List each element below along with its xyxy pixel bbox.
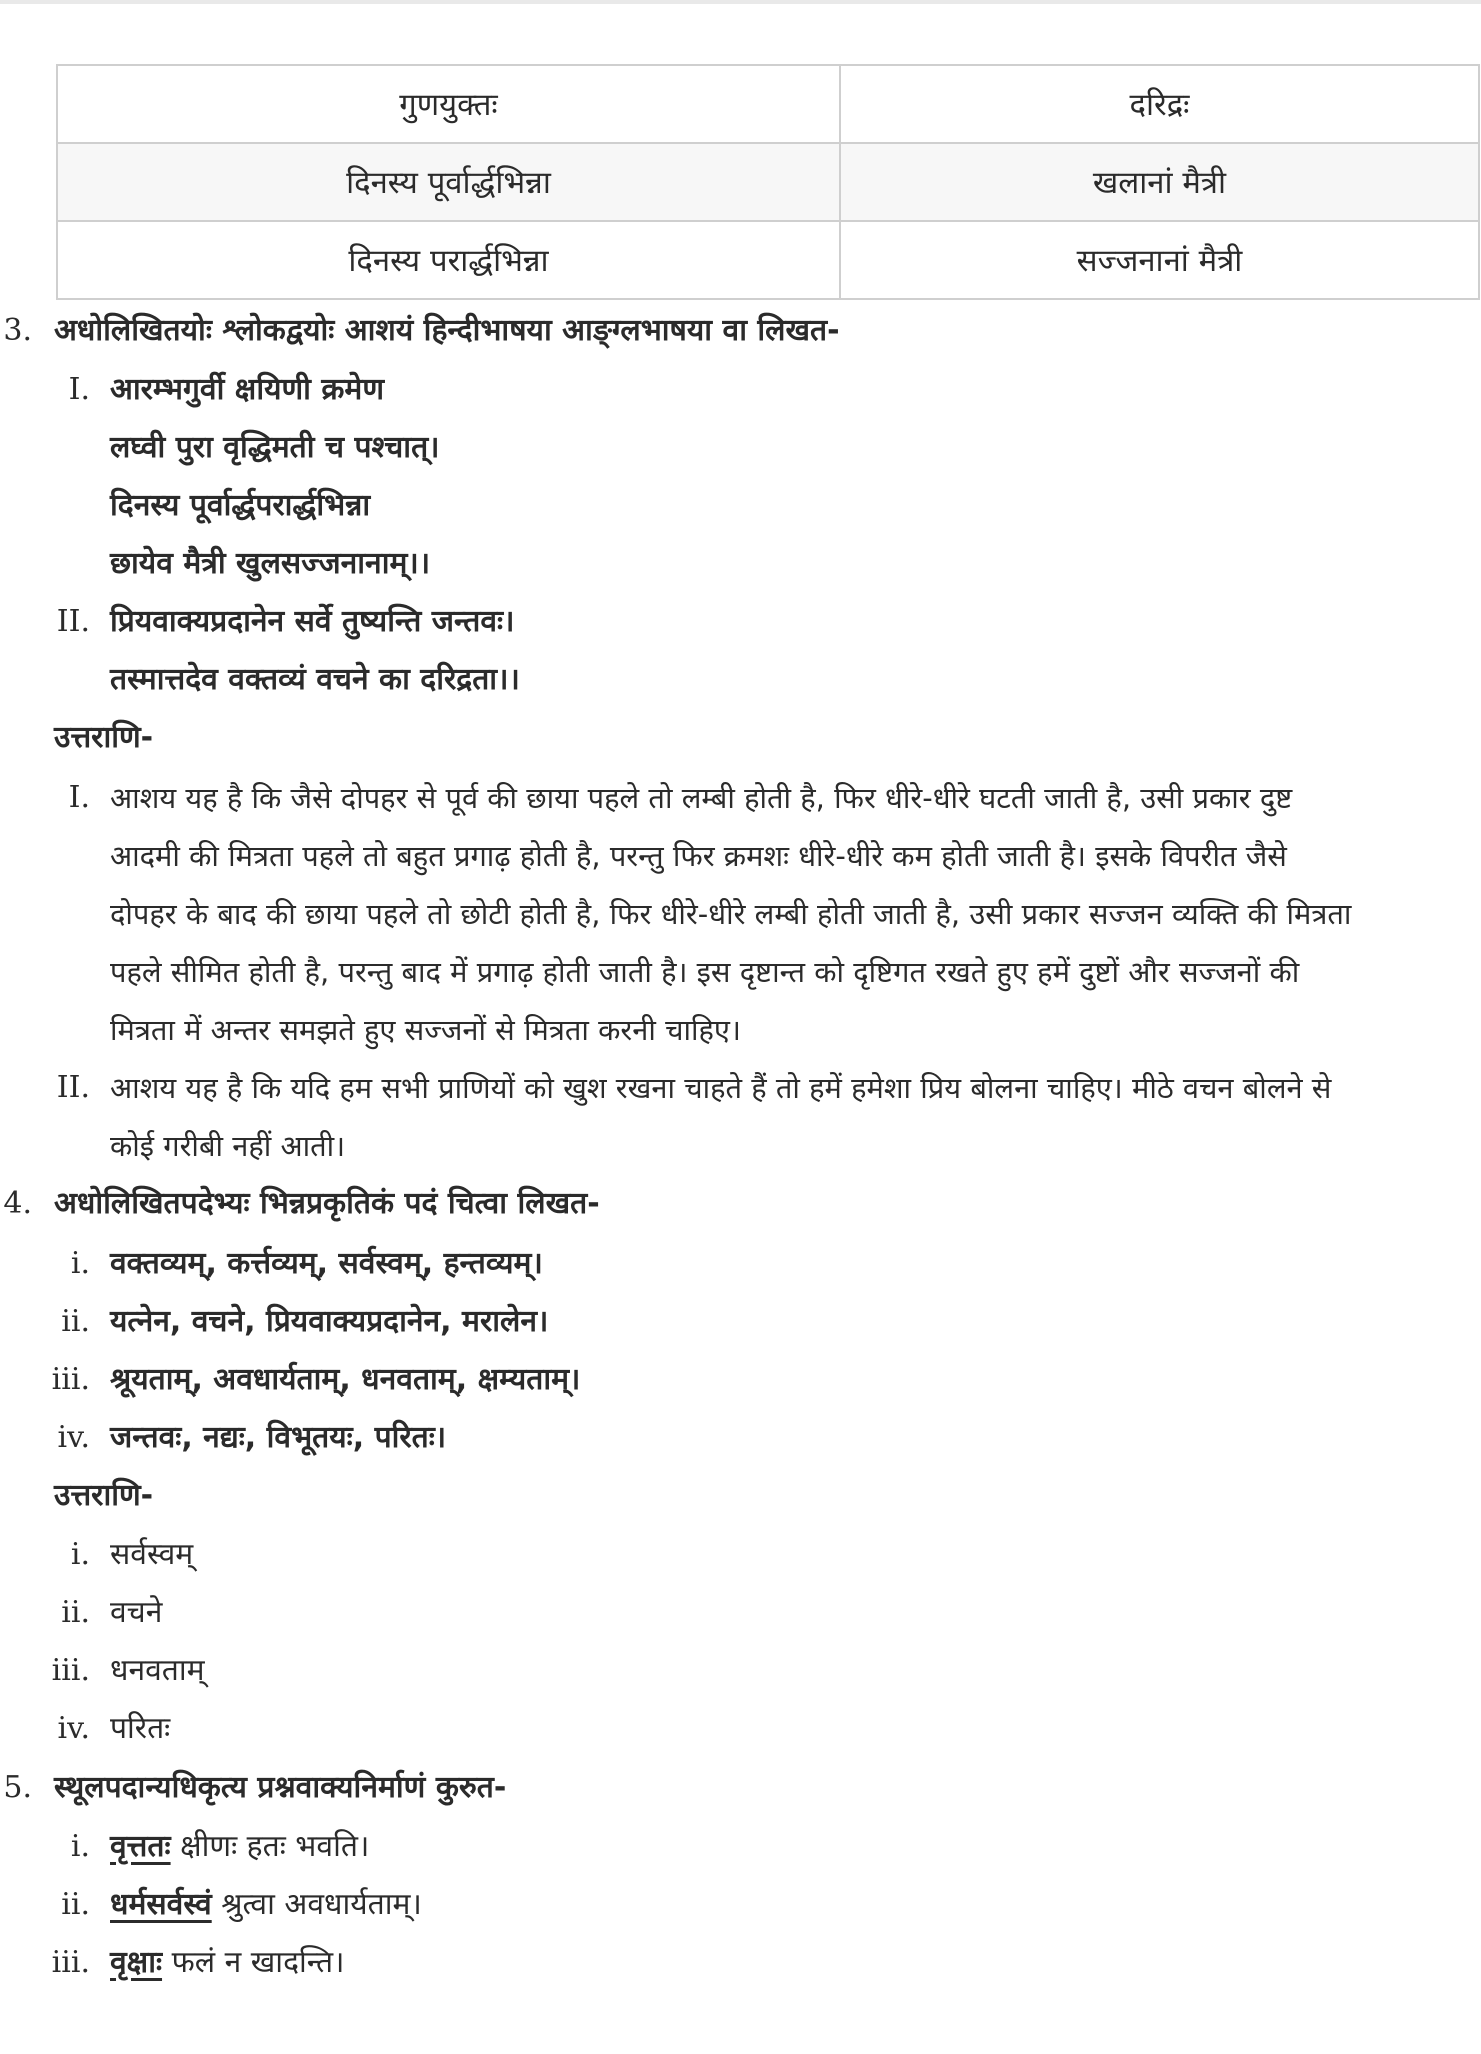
underlined-word: वृत्ततः <box>110 1829 171 1864</box>
verse-line: छायेव मैत्री खुलसज्जनानाम्।। <box>110 546 431 581</box>
answer-line: आशय यह है कि जैसे दोपहर से पूर्व की छाया पहले तो लम्बी होती है, फिर धीरे-धीरे घटती जाती है, उसी प्रकार दुष्ट <box>110 781 1293 815</box>
verse-line: लघ्वी पुरा वृद्धिमती च पश्चात्। <box>110 430 440 465</box>
question-text: अधोलिखितयोः श्लोकद्वयोः आशयं हिन्दीभाषया आङ्ग्लभाषया वा लिखत- <box>54 313 840 348</box>
table-cell: खलानां मैत्री <box>840 143 1479 221</box>
table-cell: सज्जनानां मैत्री <box>840 221 1479 299</box>
question-text: अधोलिखितपदेभ्यः भिन्नप्रकृतिकं पदं चित्वा लिखत- <box>54 1186 600 1221</box>
option-line: वक्तव्यम्, कर्त्तव्यम्, सर्वस्वम्, हन्तव्यम्। <box>110 1246 543 1281</box>
option-line: यत्नेन, वचने, प्रियवाक्यप्रदानेन, मरालेन। <box>110 1304 549 1339</box>
answer-line: पहले सीमित होती है, परन्तु बाद में प्रगाढ़ होती जाती है। इस दृष्टान्त को दृष्टिगत रखते हुए हमें दुष्टों और सज्जनों की <box>110 955 1300 989</box>
question-number: 3. <box>3 313 32 348</box>
answer-line: वचने <box>110 1595 163 1630</box>
verse-line: आरम्भगुर्वी क्षयिणी क्रमेण <box>110 372 385 407</box>
table-row <box>57 143 1479 221</box>
verse-line: दिनस्य पूर्वार्द्धपरार्द्धभिन्ना <box>110 488 371 523</box>
item-number: iii. <box>51 1362 90 1397</box>
table-cell: दिनस्य परार्द्धभिन्ना <box>57 221 840 299</box>
item-number: iii. <box>51 1945 90 1980</box>
table-row <box>57 65 1479 143</box>
answer-number: ii. <box>61 1595 90 1630</box>
answer-line: कोई गरीबी नहीं आती। <box>110 1129 346 1163</box>
answer-number: II. <box>56 1070 90 1105</box>
verse-line: तस्मात्तदेव वक्तव्यं वचने का दरिद्रता।। <box>110 662 520 697</box>
answer-line: दोपहर के बाद की छाया पहले तो छोटी होती है, फिर धीरे-धीरे लम्बी होती जाती है, उसी प्रकार सज्जन व्यक्ति की मित्रता <box>110 897 1352 931</box>
answers-label: उत्तराणि- <box>54 1478 154 1513</box>
answer-number: I. <box>68 780 90 815</box>
verse-line: प्रियवाक्यप्रदानेन सर्वे तुष्यन्ति जन्तवः। <box>110 604 515 639</box>
option-line: जन्तवः, नद्यः, विभूतयः, परितः। <box>110 1420 447 1455</box>
table-cell: दिनस्य पूर्वार्द्धभिन्ना <box>57 143 840 221</box>
answer-number: iii. <box>51 1653 90 1688</box>
answers-label: उत्तराणि- <box>54 720 154 755</box>
sentence-line <box>110 1885 422 1925</box>
answer-line: मित्रता में अन्तर समझते हुए सज्जनों से मित्रता करनी चाहिए। <box>110 1013 741 1047</box>
sentence-line <box>110 1943 344 1983</box>
question-number: 5. <box>3 1770 32 1805</box>
question-number: 4. <box>3 1186 32 1221</box>
comparison-table <box>56 64 1480 300</box>
item-number: II. <box>56 604 90 639</box>
answer-line: आशय यह है कि यदि हम सभी प्राणियों को खुश रखना चाहते हैं तो हमें हमेशा प्रिय बोलना चाहिए। मीठे वचन बोलने से <box>110 1071 1332 1105</box>
table-row <box>57 221 1479 299</box>
table-cell: दरिद्रः <box>840 65 1479 143</box>
sentence-rest: फलं न खादन्ति। <box>162 1945 345 1980</box>
sentence-line <box>110 1827 369 1867</box>
underlined-word: वृक्षाः <box>110 1945 163 1980</box>
sentence-rest: क्षीणः हतः भवति। <box>170 1829 370 1864</box>
item-number: I. <box>68 372 90 407</box>
item-number: iv. <box>57 1420 90 1455</box>
item-number: ii. <box>61 1887 90 1922</box>
option-line: श्रूयताम्, अवधार्यताम्, धनवताम्, क्षम्यताम्। <box>110 1362 581 1397</box>
answer-line: सर्वस्वम् <box>110 1537 194 1572</box>
item-number: ii. <box>61 1304 90 1339</box>
answer-line: आदमी की मित्रता पहले तो बहुत प्रगाढ़ होती है, परन्तु फिर क्रमशः धीरे-धीरे कम होती जाती है। इसके विपरीत जैसे <box>110 839 1287 873</box>
question-text: स्थूलपदान्यधिकृत्य प्रश्नवाक्यनिर्माणं कुरुत- <box>54 1770 507 1805</box>
item-number: i. <box>70 1246 90 1281</box>
table-cell: गुणयुक्तः <box>57 65 840 143</box>
answer-number: i. <box>70 1537 90 1572</box>
underlined-word: धर्मसर्वस्वं <box>110 1887 212 1922</box>
answer-line: धनवताम् <box>110 1653 205 1688</box>
answer-line: परितः <box>110 1711 171 1746</box>
answer-number: iv. <box>57 1711 90 1746</box>
item-number: i. <box>70 1829 90 1864</box>
sentence-rest: श्रुत्वा अवधार्यताम्। <box>211 1887 422 1922</box>
